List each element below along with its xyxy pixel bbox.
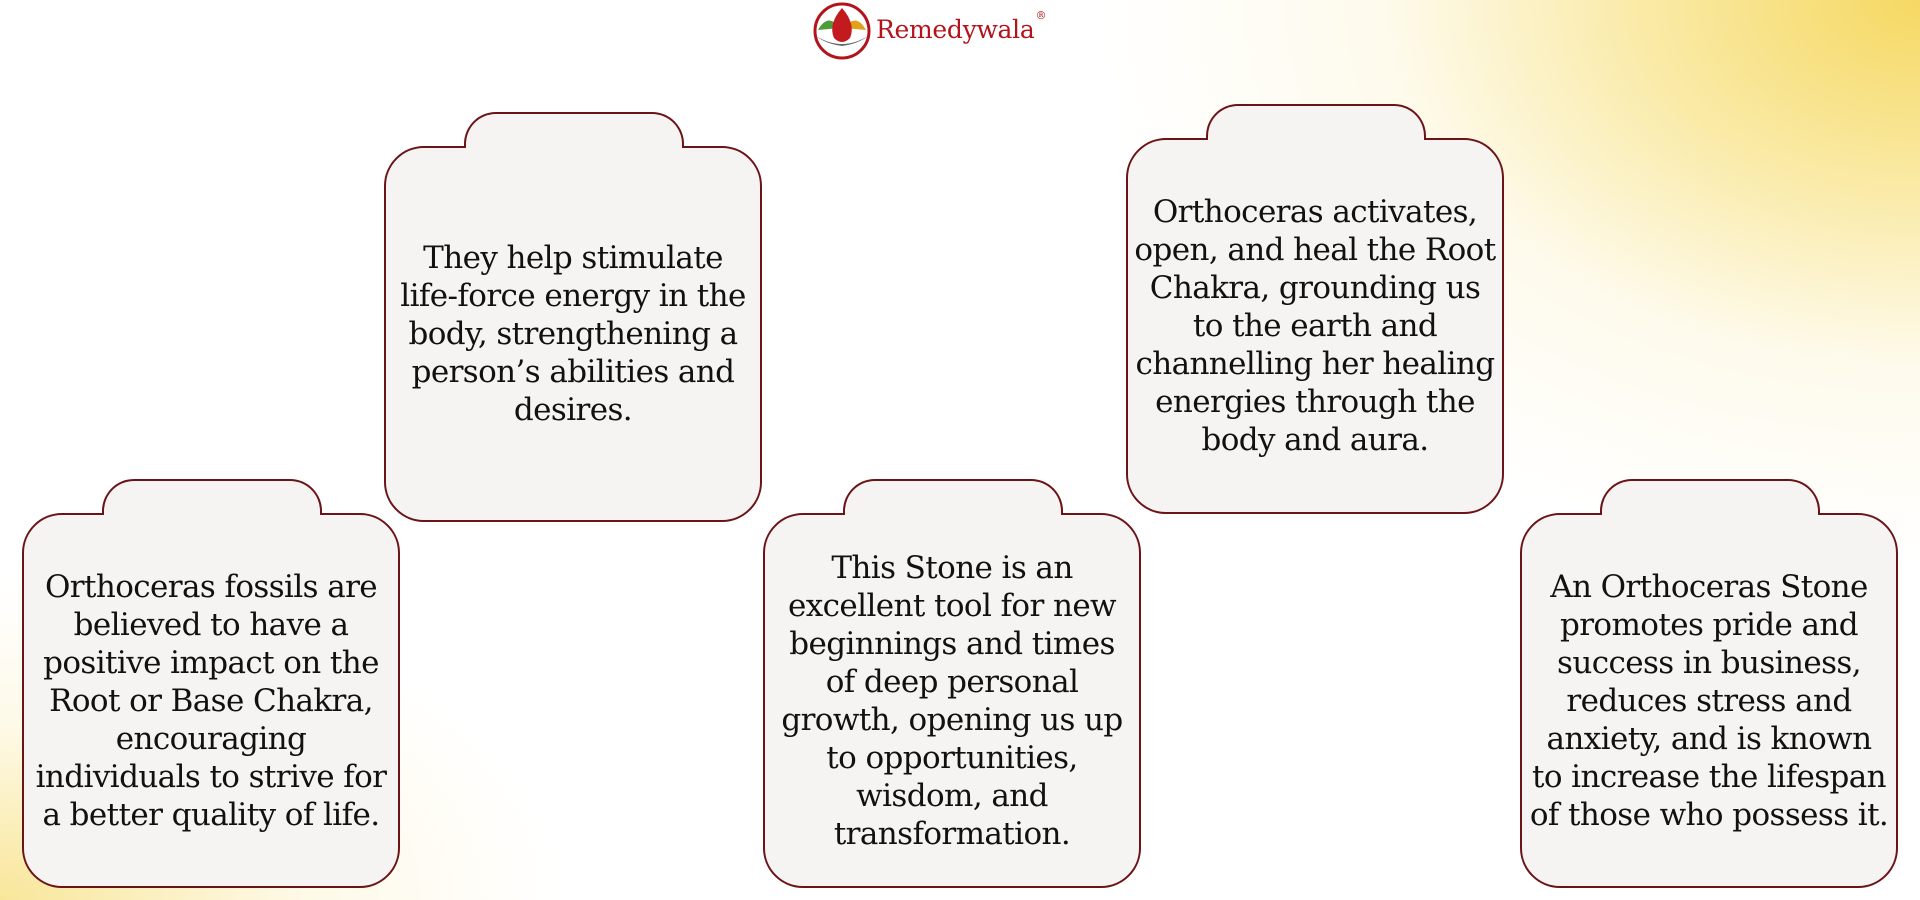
lotus-icon xyxy=(808,0,878,62)
tab-joint xyxy=(466,144,682,150)
tab-joint xyxy=(1208,136,1424,142)
brand-name: Remedywala® xyxy=(876,8,1047,44)
card-text: This Stone is an excellent tool for new beginnings and times of deep personal growth, opening us up to opportunities, wisdom, and transformation. xyxy=(781,549,1123,852)
card-body xyxy=(1126,138,1504,514)
tab-joint xyxy=(1602,511,1818,517)
card-text: An Orthoceras Stone promotes pride and success in business, reduces stress and anxiety, and is known to increase the lifespan of those who possess it. xyxy=(1529,568,1889,833)
card-body xyxy=(384,146,762,522)
brand-logo[interactable] xyxy=(808,0,1046,62)
card-text: They help stimulate life-force energy in the body, strengthening a person’s abilities and desires. xyxy=(400,240,746,428)
tab-joint xyxy=(104,511,320,517)
card-body xyxy=(763,513,1141,888)
card-text: Orthoceras fossils are believed to have a positive impact on the Root or Base Chakra, encouraging individuals to strive for a better quality of life. xyxy=(35,568,387,833)
card-text: Orthoceras activates, open, and heal the Root Chakra, grounding us to the earth and channelling her healing energies through the body and aura. xyxy=(1134,194,1496,458)
tab-joint xyxy=(845,511,1061,517)
card-body xyxy=(1520,513,1898,888)
card-body xyxy=(22,513,400,888)
